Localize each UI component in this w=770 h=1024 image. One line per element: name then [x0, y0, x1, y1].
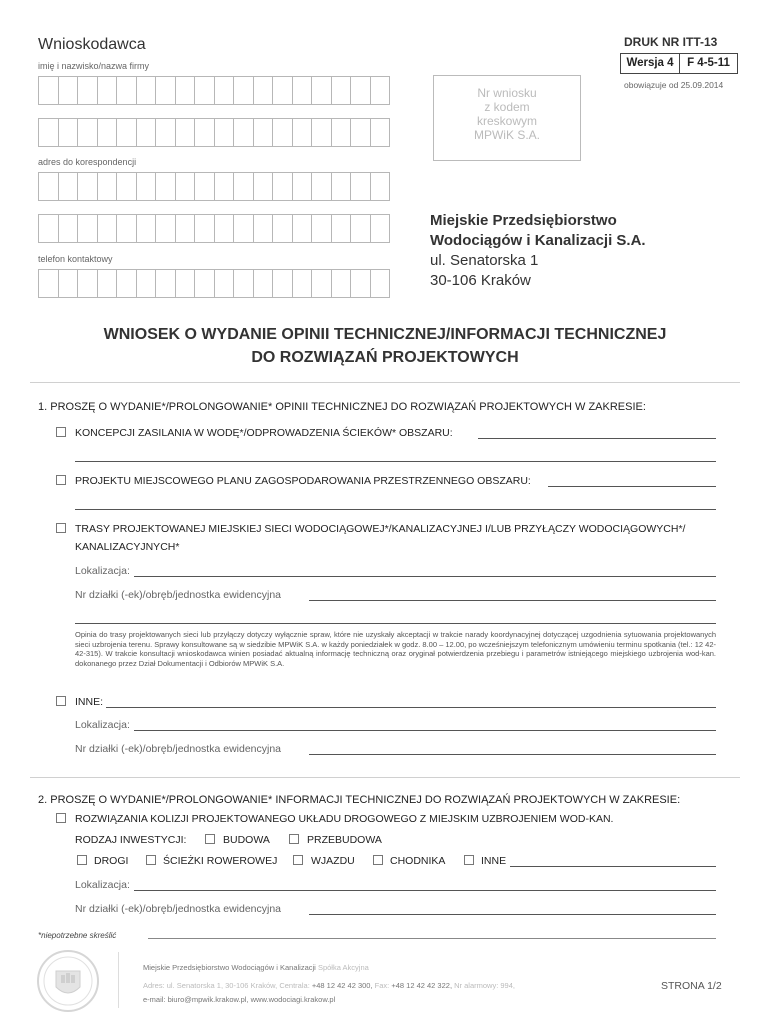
section1-other-location-label: Lokalizacja:	[75, 719, 130, 731]
title-line1: WNIOSEK O WYDANIE OPINII TECHNICZNEJ/INFORMACJI TECHNICZNEJ	[103, 326, 667, 343]
sidewalk-label: CHODNIKA	[390, 855, 446, 867]
section1-location-input[interactable]	[134, 576, 716, 577]
roads-checkbox[interactable]	[77, 855, 87, 865]
section1-option2-checkbox[interactable]	[56, 475, 66, 485]
section1-option3-label-line2: KANALIZACYJNYCH*	[75, 541, 180, 553]
application-number-box	[433, 75, 581, 161]
name-field-row1[interactable]	[38, 76, 390, 105]
section2-plot-input[interactable]	[309, 914, 716, 915]
stamp-line3: kreskowym	[476, 114, 537, 128]
footer-email[interactable]: e-mail: biuro@mpwik.krakow.pl, www.wodociagi.krakow.pl	[143, 995, 336, 1004]
build-checkbox[interactable]	[205, 834, 215, 844]
footer-fax-label: Fax:	[374, 981, 390, 990]
section1-heading: 1. PROSZĘ O WYDANIE*/PROLONGOWANIE* OPINII TECHNICZNEJ DO ROZWIĄZAŃ PROJEKTOWYCH W ZAKRESIE:	[38, 401, 646, 413]
form-version: Wersja 4	[621, 54, 680, 73]
footnote-line	[148, 938, 716, 939]
title-line2: DO ROZWIĄZAŃ PROJEKTOWYCH	[251, 349, 519, 366]
other-investment-label: INNE	[481, 855, 507, 867]
entry-label: WJAZDU	[311, 855, 355, 867]
section2-heading: 2. PROSZĘ O WYDANIE*/PROLONGOWANIE* INFORMACJI TECHNICZNEJ DO ROZWIĄZAŃ PROJEKTOWYCH W ZAKRESIE:	[38, 794, 681, 806]
document-title	[0, 323, 770, 369]
bike-path-label: ŚCIEŻKI ROWEROWEJ	[163, 855, 278, 867]
section1-option2-input2[interactable]	[75, 509, 716, 510]
section1-other-location-input[interactable]	[134, 730, 716, 731]
page-number: STRONA 1/2	[661, 980, 722, 992]
section1-option1-label: KONCEPCJI ZASILANIA W WODĘ*/ODPROWADZENIA ŚCIEKÓW* OBSZARU:	[75, 427, 453, 439]
other-investment-checkbox[interactable]	[464, 855, 474, 865]
footer-company: Miejskie Przedsiębiorstwo Wodociągów i Kanalizacji	[143, 963, 316, 972]
investment-type-label: RODZAJ INWESTYCJI:	[75, 834, 187, 846]
footnote: *niepotrzebne skreślić	[38, 931, 117, 940]
coat-of-arms-icon	[36, 949, 100, 1013]
section1-option2-label: PROJEKTU MIEJSCOWEGO PLANU ZAGOSPODAROWANIA PRZESTRZENNEGO OBSZARU:	[75, 475, 531, 487]
section2-location-label: Lokalizacja:	[75, 879, 130, 891]
rebuild-checkbox[interactable]	[289, 834, 299, 844]
applicant-title: Wnioskodawca	[38, 36, 146, 53]
section1-plot-input[interactable]	[309, 600, 716, 601]
name-field-row2[interactable]	[38, 118, 390, 147]
phone-label: telefon kontaktowy	[38, 254, 113, 264]
section2-plot-label: Nr działki (-ek)/obręb/jednostka ewidencyjna	[75, 903, 282, 915]
stamp-line4: MPWiK S.A.	[473, 128, 540, 142]
company-logo	[36, 949, 100, 1013]
divider-middle	[30, 777, 740, 778]
form-code: F 4-5-11	[687, 57, 730, 69]
bike-path-checkbox[interactable]	[146, 855, 156, 865]
section1-location-label: Lokalizacja:	[75, 565, 130, 577]
section1-option3-checkbox[interactable]	[56, 523, 66, 533]
section1-other-plot-input[interactable]	[309, 754, 716, 755]
recipient-line3: ul. Senatorska 1	[430, 252, 539, 269]
footer-divider	[118, 952, 119, 1008]
recipient-line2: Wodociągów i Kanalizacji S.A.	[430, 232, 646, 249]
roads-label: DROGI	[94, 855, 129, 867]
footer-phone-label: Centrala:	[279, 981, 310, 990]
address-field-row2[interactable]	[38, 214, 390, 243]
recipient-line1: Miejskie Przedsiębiorstwo	[430, 212, 617, 229]
recipient-line4: 30-106 Kraków	[430, 272, 531, 289]
divider-top	[30, 382, 740, 383]
section1-other-checkbox[interactable]	[56, 696, 66, 706]
section1-note: Opinia do trasy projektowanych sieci lub przyłączy dotyczy wyłącznie spraw, które nie uzyskały akceptacji w trakcie narady koordynacyjnej dotyczącej uzgodnienia sytuowania projektowanych sieci uzbrojenia terenu. Sprawy konsultowane są w siedzibie MPWiK S.A. w każdy poniedziałek w godz. 8.00 – 12.00, po wcześniejszym telefonicznym umówieniu terminu spotkania (tel.: 12 42-42-315). W trakcie konsultacji wnioskodawca winien posiadać aktualną informację techniczną oraz oryginał potwierdzenia przebiegu i parametrów istniejącego miejskiego uzbrojenia wod-kan. dokonanego przez Dział Dokumentacji i Odbiorów MPWiK S.A.	[75, 630, 716, 668]
sidewalk-checkbox[interactable]	[373, 855, 383, 865]
recipient-address	[430, 211, 646, 291]
stamp-line2: z kodem	[484, 100, 530, 114]
phone-field[interactable]	[38, 269, 390, 298]
footer-fax: +48 12 42 42 322,	[391, 981, 453, 990]
address-label: adres do korespondencji	[38, 157, 137, 167]
entry-checkbox[interactable]	[293, 855, 303, 865]
footer-text	[143, 961, 515, 1007]
section1-option1-input2[interactable]	[75, 461, 716, 462]
stamp-line1: Nr wniosku	[477, 86, 537, 100]
section2-location-input[interactable]	[134, 890, 716, 891]
address-field-row1[interactable]	[38, 172, 390, 201]
name-label: imię i nazwisko/nazwa firmy	[38, 61, 150, 71]
section1-other-label: INNE:	[75, 696, 104, 708]
rebuild-label: PRZEBUDOWA	[307, 834, 382, 846]
section2-option1-label: ROZWIĄZANIA KOLIZJI PROJEKTOWANEGO UKŁADU DROGOWEGO Z MIEJSKIM UZBROJENIEM WOD-KAN.	[75, 813, 614, 825]
section1-plot-input2[interactable]	[75, 623, 716, 624]
valid-from: obowiązuje od 25.09.2014	[624, 80, 724, 90]
section1-option1-checkbox[interactable]	[56, 427, 66, 437]
section1-other-input[interactable]	[106, 707, 716, 708]
footer-company-suffix: Spółka Akcyjna	[317, 963, 369, 972]
form-version-box	[620, 53, 738, 74]
section1-option3-label-line1: TRASY PROJEKTOWANEJ MIEJSKIEJ SIECI WODOCIĄGOWEJ*/KANALIZACYJNEJ I/LUB PRZYŁĄCZY WODOCIĄGOWYCH*/	[75, 523, 686, 535]
section1-option2-input[interactable]	[548, 486, 716, 487]
section1-option1-input[interactable]	[478, 438, 716, 439]
section2-option1-checkbox[interactable]	[56, 813, 66, 823]
section1-plot-label: Nr działki (-ek)/obręb/jednostka ewidencyjna	[75, 589, 282, 601]
footer-phone: +48 12 42 42 300,	[311, 981, 373, 990]
other-investment-input[interactable]	[510, 866, 716, 867]
section1-other-plot-label: Nr działki (-ek)/obręb/jednostka ewidencyjna	[75, 743, 282, 755]
footer-address: Adres: ul. Senatorska 1, 30-106 Kraków,	[143, 981, 278, 990]
form-number: DRUK NR ITT-13	[624, 35, 718, 49]
footer-alarm: Nr alarmowy: 994,	[454, 981, 515, 990]
build-label: BUDOWA	[223, 834, 270, 846]
